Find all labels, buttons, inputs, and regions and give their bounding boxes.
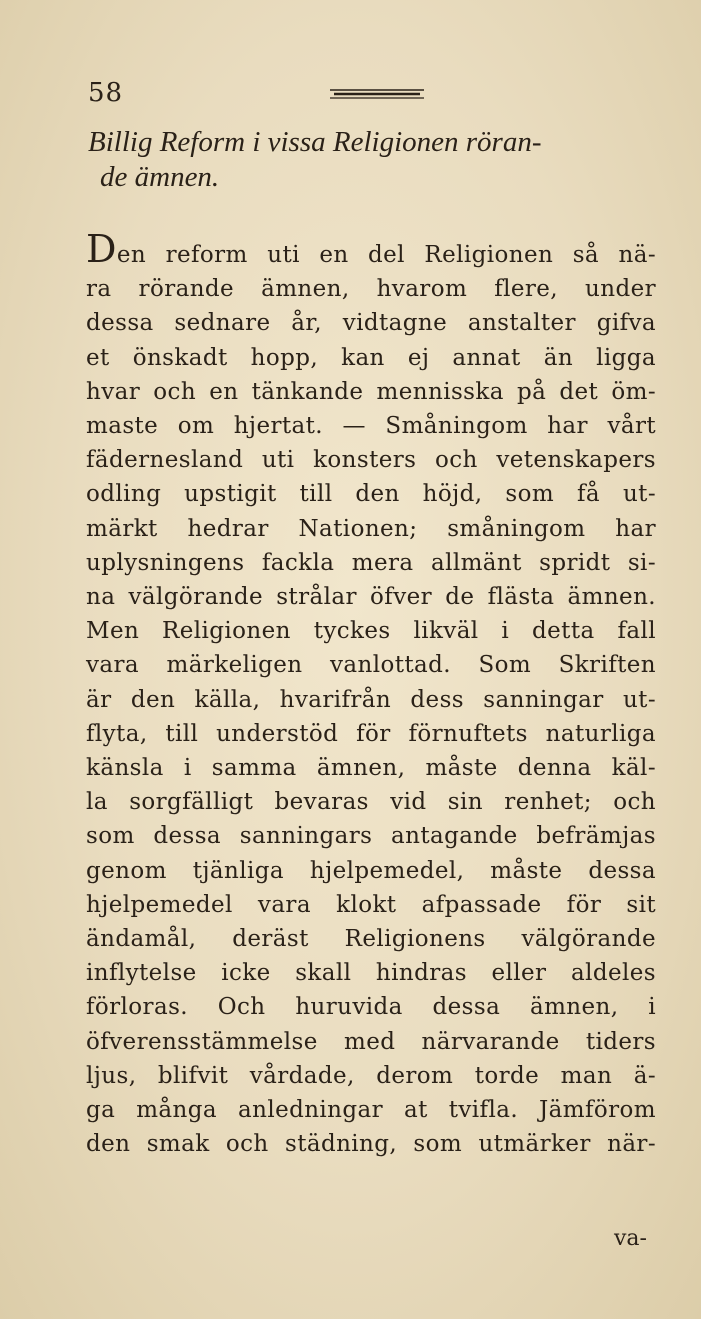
text-line: uplysningens fackla mera allmänt spridt si-	[86, 549, 656, 576]
text-line: ljus, blifvit vårdade, derom torde man ä-	[86, 1062, 656, 1089]
text-line: et önskadt hopp, kan ej annat än ligga	[86, 344, 656, 371]
text-line: vara märkeligen vanlottad. Som Skriften	[86, 652, 656, 679]
text-line: förloras. Och huruvida dessa ämnen, i	[86, 994, 656, 1021]
text-line: hvar och en tänkande mennisska på det öm-	[86, 378, 656, 405]
text-line: odling upstigit till den höjd, som få ut-	[86, 481, 656, 508]
page-number: 58	[88, 78, 124, 108]
text-line: Den reform uti en del Religionen så nä-	[86, 227, 656, 271]
text-line: na välgörande strålar öfver de flästa ämnen.	[86, 584, 656, 611]
text-line: dessa sednare år, vidtagne anstalter gifva	[86, 310, 656, 337]
heading-line-2: de ämnen.	[100, 161, 220, 193]
text-line: inflytelse icke skall hindras eller aldeles	[86, 960, 656, 987]
text-line: är den källa, hvarifrån dess sanningar ut-	[86, 686, 656, 713]
catchword: va-	[614, 1226, 647, 1251]
text-line: Men Religionen tyckes likväl i detta fall	[86, 618, 656, 645]
ornament-rule-icon	[328, 86, 426, 100]
text-line: känsla i samma ämnen, måste denna käl-	[86, 755, 656, 782]
text-line: ga många anledningar at tvifla. Jämförom	[86, 1097, 656, 1124]
text-line: la sorgfälligt bevaras vid sin renhet; och	[86, 789, 656, 816]
text-line: öfverensstämmelse med närvarande tiders	[86, 1028, 656, 1055]
text-line: den smak och städning, som utmärker när-	[86, 1131, 656, 1158]
text-line: som dessa sanningars antagande befrämjas	[86, 823, 656, 850]
text-line: genom tjänliga hjelpemedel, måste dessa	[86, 857, 656, 884]
text-line: maste om hjertat. — Småningom har vårt	[86, 413, 656, 440]
text-line: ra rörande ämnen, hvarom flere, under	[86, 276, 656, 303]
text-line: hjelpemedel vara klokt afpassade för sit	[86, 891, 656, 918]
text-line: flyta, till understöd för förnuftets naturliga	[86, 720, 656, 747]
heading-line-1: Billig Reform i vissa Religionen röran-	[88, 126, 542, 158]
text-line: fädernesland uti konsters och vetenskapers	[86, 447, 656, 474]
text-line: ändamål, deräst Religionens välgörande	[86, 926, 656, 953]
body-paragraph	[86, 227, 656, 1161]
section-heading	[88, 125, 688, 195]
text-line: märkt hedrar Nationen; småningom har	[86, 515, 656, 542]
